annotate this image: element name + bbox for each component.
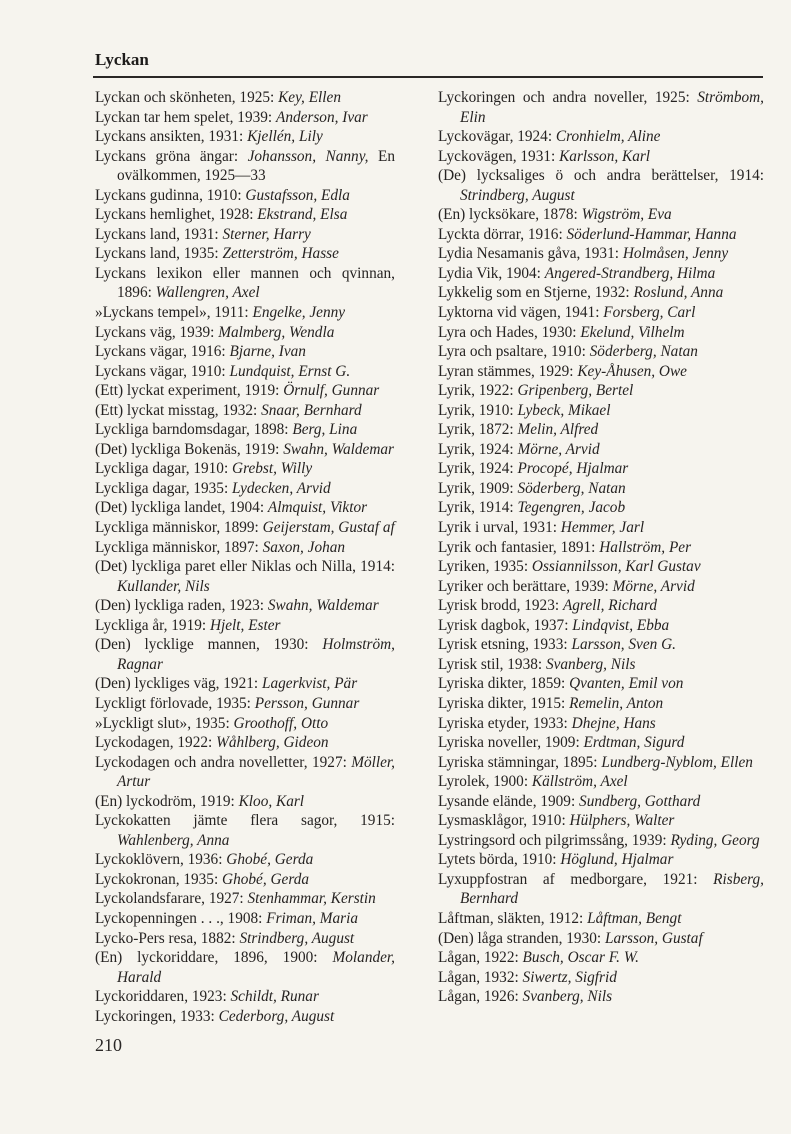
index-entry: [95, 108, 395, 128]
index-entry: [438, 440, 764, 460]
page-header-title: Lyckan: [95, 50, 149, 69]
index-entry: [438, 616, 764, 636]
entry-author: Berg, Lina: [292, 421, 358, 439]
entry-author: Larsson, Sven G.: [571, 636, 676, 654]
entry-title: (Det) lyckliga paret eller Niklas och Nilla, 1914:: [95, 558, 395, 576]
entry-title: »Lyckligt slut», 1935:: [95, 714, 230, 732]
entry-author: Hallström, Per: [599, 538, 692, 556]
entry-author: Sterner, Harry: [222, 225, 311, 243]
entry-title: (Den) lyckliga raden, 1923:: [95, 597, 265, 615]
index-entry: [95, 186, 395, 206]
entry-author: Tegengren, Jacob: [517, 499, 626, 517]
entry-title: Lågan, 1932:: [438, 968, 519, 986]
entry-title: Lydia Vik, 1904:: [438, 264, 541, 282]
entry-title: Lyckokronan, 1935:: [95, 870, 219, 888]
entry-author: Söderberg, Natan: [517, 479, 626, 497]
entry-author: Persson, Gunnar: [254, 694, 360, 712]
entry-author: Friman, Maria: [266, 909, 359, 927]
index-entry: [438, 577, 764, 597]
entry-title: Lyra och psaltare, 1910:: [438, 343, 586, 361]
entry-author: Key, Ellen: [278, 89, 341, 106]
entry-title: Lyckliga dagar, 1935:: [95, 479, 229, 497]
entry-author: Söderlund-Hammar, Hanna: [566, 225, 737, 243]
entry-author: Melin, Alfred: [517, 421, 599, 439]
entry-author: Swahn, Waldemar: [283, 440, 394, 458]
entry-title: Lyrolek, 1900:: [438, 773, 529, 791]
entry-title: Lågan, 1922:: [438, 949, 519, 967]
entry-title: Lyckoriddaren, 1923:: [95, 988, 227, 1006]
entry-author: Ekstrand, Elsa: [257, 206, 348, 224]
entry-author: Ghobé, Gerda: [222, 870, 309, 888]
entry-title: Lyrik, 1922:: [438, 382, 514, 400]
entry-title: (En) lyckodröm, 1919:: [95, 792, 235, 810]
entry-author: Mörne, Arvid: [612, 577, 695, 595]
entry-title: Lyrisk dagbok, 1937:: [438, 616, 569, 634]
entry-title: Lyrik, 1914:: [438, 499, 514, 517]
index-entry: [95, 870, 395, 890]
entry-title: Lyriska stämningar, 1895:: [438, 753, 598, 771]
entry-author: Svanberg, Nils: [545, 655, 636, 673]
entry-author: Anderson, Ivar: [275, 108, 368, 126]
entry-title: Lyckliga barndomsdagar, 1898:: [95, 421, 289, 439]
entry-author: Svanberg, Nils: [522, 988, 613, 1006]
index-entry: [95, 635, 395, 674]
index-entry: [95, 753, 395, 792]
index-entry: [438, 205, 764, 225]
entry-author: Busch, Oscar F. W.: [522, 949, 639, 967]
entry-author: Ekelund, Vilhelm: [580, 323, 685, 341]
index-entry: [438, 479, 764, 499]
entry-author: Möller, Artur: [117, 753, 395, 791]
entry-title: Lytets börda, 1910:: [438, 851, 557, 869]
entry-title: (Det) lyckliga Bokenäs, 1919:: [95, 440, 280, 458]
entry-author: Strindberg, August: [460, 186, 575, 204]
entry-title: Lyckopenningen . . ., 1908:: [95, 909, 263, 927]
header-rule: [93, 76, 763, 78]
index-entry: [95, 225, 395, 245]
index-entry: [438, 655, 764, 675]
entry-title: Lyckans lexikon eller mannen och qvinnan, 1896:: [95, 264, 395, 302]
entry-title: Lyckligt förlovade, 1935:: [95, 694, 251, 712]
entry-author: Wahlenberg, Anna: [117, 831, 230, 849]
entry-author: Forsberg, Carl: [603, 304, 696, 322]
index-entry: [438, 342, 764, 362]
entry-title: (Ett) lyckat experiment, 1919:: [95, 382, 280, 400]
index-entry: [95, 323, 395, 343]
entry-title: Lyckodagen, 1922:: [95, 734, 213, 752]
entry-author: Zetterström, Hasse: [222, 245, 339, 263]
entry-author: Angered-Strandberg, Hilma: [544, 264, 716, 282]
entry-title: Lyrik i urval, 1931:: [438, 519, 557, 537]
entry-title: Låftman, släkten, 1912:: [438, 909, 584, 927]
entry-author: Holmström, Ragnar: [117, 636, 395, 673]
entry-title: Lyra och Hades, 1930:: [438, 323, 577, 341]
page-number: 210: [95, 1035, 122, 1055]
index-entry: [95, 479, 395, 499]
index-entry: [438, 635, 764, 655]
entry-title: Lyrik, 1924:: [438, 440, 514, 458]
entry-author: Schildt, Runar: [230, 988, 319, 1006]
entry-subtitle: En ovälkommen, 1925—33: [117, 147, 395, 185]
entry-title: (De) lycksaliges ö och andra berättelser, 1914:: [438, 167, 764, 185]
index-entry: [95, 420, 395, 440]
entry-author: Erdtman, Sigurd: [583, 734, 685, 752]
entry-author: Grebst, Willy: [232, 460, 313, 478]
entry-author: Holmåsen, Jenny: [622, 245, 729, 263]
entry-author: Siwertz, Sigfrid: [522, 968, 617, 986]
entry-title: Lyriken, 1935:: [438, 558, 529, 576]
index-entry: [95, 733, 395, 753]
entry-author: Dhejne, Hans: [571, 714, 656, 732]
entry-author: Bjarne, Ivan: [229, 343, 306, 361]
index-entry: [95, 264, 395, 303]
entry-title: Lyckovägar, 1924:: [438, 128, 553, 146]
entry-title: (Den) lyckliges väg, 1921:: [95, 675, 259, 693]
index-entry: [95, 1007, 395, 1027]
entry-author: Procopé, Hjalmar: [517, 460, 629, 478]
index-entry: [95, 381, 395, 401]
index-entry: [438, 264, 764, 284]
index-entry: [438, 362, 764, 382]
entry-title: Lyckliga år, 1919:: [95, 616, 207, 634]
index-entry: [95, 362, 395, 382]
entry-title: Lyckans väg, 1939:: [95, 323, 215, 341]
entry-author: Johansson, Nanny,: [247, 147, 369, 165]
entry-author: Wallengren, Axel: [155, 284, 260, 302]
entry-title: Lyrisk stil, 1938:: [438, 655, 543, 673]
entry-author: Gripenberg, Bertel: [517, 382, 634, 400]
index-entry: [95, 674, 395, 694]
entry-author: Mörne, Arvid: [517, 440, 600, 458]
entry-author: Hülphers, Walter: [569, 812, 675, 830]
entry-author: Kloo, Karl: [238, 792, 305, 810]
index-entry: [438, 401, 764, 421]
index-entry: [95, 948, 395, 987]
entry-author: Lybeck, Mikael: [517, 401, 611, 419]
entry-author: Roslund, Anna: [633, 284, 724, 302]
entry-author: Malmberg, Wendla: [218, 323, 335, 341]
index-entry: [95, 694, 395, 714]
index-entry: [438, 753, 764, 773]
entry-author: Källström, Axel: [531, 773, 628, 791]
entry-title: Lyckoklövern, 1936:: [95, 851, 223, 869]
entry-author: Wåhlberg, Gideon: [216, 734, 329, 752]
index-entry: [95, 88, 395, 108]
entry-title: Lyrik och fantasier, 1891:: [438, 538, 596, 556]
entry-author: Ghobé, Gerda: [226, 851, 314, 869]
index-entry: [438, 244, 764, 264]
entry-author: Hjelt, Ester: [209, 616, 281, 634]
index-entry: [438, 694, 764, 714]
index-entry: [438, 127, 764, 147]
index-entry: [95, 303, 395, 323]
entry-title: (Den) låga stranden, 1930:: [438, 929, 602, 947]
index-entry: [438, 870, 764, 909]
entry-title: Lykkelig som en Stjerne, 1932:: [438, 284, 630, 302]
entry-title: Lyckliga människor, 1897:: [95, 538, 259, 556]
entry-author: Stenhammar, Kerstin: [247, 890, 376, 908]
index-entry: [95, 127, 395, 147]
entry-author: Sundberg, Gotthard: [579, 792, 701, 810]
entry-title: Lyckan och skönheten, 1925:: [95, 89, 275, 106]
index-entry: [438, 147, 764, 167]
entry-title: Lyckodagen och andra novelletter, 1927:: [95, 753, 347, 771]
entry-title: Lyrik, 1909:: [438, 479, 514, 497]
index-entry: [95, 987, 395, 1007]
entry-title: Lystringsord och pilgrimssång, 1939:: [438, 831, 667, 849]
entry-author: Remelin, Anton: [569, 694, 664, 712]
entry-title: Lyran stämmes, 1929:: [438, 362, 574, 380]
entry-author: Cronhielm, Aline: [555, 128, 661, 146]
entry-author: Hemmer, Jarl: [560, 519, 645, 537]
index-entry: [95, 616, 395, 636]
entry-author: Geijerstam, Gustaf af: [262, 519, 395, 537]
index-entry: [438, 538, 764, 558]
index-entry: [438, 968, 764, 988]
entry-title: Lyrik, 1910:: [438, 401, 514, 419]
entry-title: (En) lyckoriddare, 1896, 1900:: [95, 949, 318, 967]
index-entry: [438, 420, 764, 440]
index-entry: [438, 225, 764, 245]
entry-author: Gustafsson, Edla: [245, 186, 350, 204]
entry-title: Lyrisk brodd, 1923:: [438, 597, 560, 615]
index-entry: [95, 909, 395, 929]
index-entry: [95, 205, 395, 225]
entry-author: Lundberg-Nyblom, Ellen: [601, 753, 753, 771]
entry-title: Lyriska dikter, 1915:: [438, 694, 566, 712]
index-entry: [438, 714, 764, 734]
entry-author: Örnulf, Gunnar: [283, 382, 380, 400]
index-entry: [95, 596, 395, 616]
entry-author: Larsson, Gustaf: [604, 929, 703, 947]
index-entry: [438, 831, 764, 851]
index-entry: [438, 498, 764, 518]
index-entry: [438, 166, 764, 205]
entry-author: Höglund, Hjalmar: [560, 851, 674, 869]
index-entry: [95, 850, 395, 870]
entry-title: (Den) lycklige mannen, 1930:: [95, 636, 309, 654]
index-entry: [95, 538, 395, 558]
index-entry: [438, 88, 764, 127]
index-entry: [438, 811, 764, 831]
index-entry: [438, 948, 764, 968]
entry-title: Lyckliga dagar, 1910:: [95, 460, 229, 478]
entry-title: Lyckokatten jämte flera sagor, 1915:: [95, 812, 395, 830]
index-entry: [95, 557, 395, 596]
index-entry: [95, 518, 395, 538]
index-entry: [438, 792, 764, 812]
entry-title: (Det) lyckliga landet, 1904:: [95, 499, 265, 517]
entry-title: (En) lycksökare, 1878:: [438, 206, 578, 224]
index-entry: [95, 889, 395, 909]
index-entry: [438, 850, 764, 870]
entry-author: Kullander, Nils: [117, 577, 210, 595]
entry-title: Lyckta dörrar, 1916:: [438, 225, 563, 243]
entry-title: Lycko-Pers resa, 1882:: [95, 929, 236, 947]
entry-author: Wigström, Eva: [581, 206, 672, 224]
entry-title: Lyrik, 1872:: [438, 421, 514, 439]
index-entry: [438, 674, 764, 694]
entry-author: Strömbom, Elin: [460, 89, 764, 126]
entry-title: (Ett) lyckat misstag, 1932:: [95, 401, 258, 419]
entry-author: Molander, Harald: [117, 949, 395, 986]
index-entry: [95, 792, 395, 812]
entry-author: Karlsson, Karl: [559, 147, 651, 165]
entry-title: Lyckans vägar, 1910:: [95, 362, 226, 380]
entry-title: Lyriska etyder, 1933:: [438, 714, 568, 732]
index-entry: [438, 518, 764, 538]
entry-title: Lågan, 1926:: [438, 988, 519, 1006]
entry-title: Lyckans land, 1935:: [95, 245, 219, 263]
index-entry: [95, 498, 395, 518]
index-entry: [95, 440, 395, 460]
entry-title: »Lyckans tempel», 1911:: [95, 304, 249, 322]
index-entry: [95, 459, 395, 479]
entry-author: Lundquist, Ernst G.: [229, 362, 351, 380]
entry-title: Lyckliga människor, 1899:: [95, 519, 259, 537]
entry-author: Ryding, Georg: [670, 831, 760, 849]
entry-author: Engelke, Jenny: [252, 304, 346, 322]
index-entry: [438, 323, 764, 343]
entry-title: Lyckoringen och andra noveller, 1925:: [438, 89, 690, 106]
right-column: [438, 88, 764, 1007]
entry-title: Lyriska dikter, 1859:: [438, 675, 566, 693]
index-entry: [438, 772, 764, 792]
entry-author: Saxon, Johan: [262, 538, 346, 556]
index-entry: [95, 811, 395, 850]
entry-author: Risberg, Bernhard: [460, 870, 764, 908]
entry-author: Lagerkvist, Pär: [261, 675, 358, 693]
index-entry: [95, 342, 395, 362]
index-entry: [438, 557, 764, 577]
entry-title: Lyckans land, 1931:: [95, 225, 219, 243]
index-entry: [95, 244, 395, 264]
index-entry: [438, 596, 764, 616]
index-entry: [95, 401, 395, 421]
index-entry: [95, 147, 395, 186]
entry-title: Lydia Nesamanis gåva, 1931:: [438, 245, 619, 263]
entry-author: Swahn, Waldemar: [267, 597, 379, 615]
left-column: [95, 88, 395, 1026]
index-entry: [438, 929, 764, 949]
entry-author: Qvanten, Emil von: [569, 675, 684, 693]
entry-author: Snaar, Bernhard: [261, 401, 362, 419]
index-entry: [438, 987, 764, 1007]
entry-title: Lyriska noveller, 1909:: [438, 734, 580, 752]
entry-author: Cederborg, August: [218, 1007, 335, 1025]
entry-title: Lyrik, 1924:: [438, 460, 514, 478]
entry-title: Lysmasklågor, 1910:: [438, 812, 566, 830]
entry-author: Almquist, Viktor: [267, 499, 368, 517]
index-entry: [438, 459, 764, 479]
entry-title: Lyxuppfostran af medborgare, 1921:: [438, 870, 698, 888]
entry-author: Ossiannilsson, Karl Gustav: [531, 558, 701, 576]
entry-title: Lyckans gudinna, 1910:: [95, 186, 242, 204]
entry-title: Lyckans ansikten, 1931:: [95, 128, 244, 146]
index-entry: [95, 929, 395, 949]
entry-author: Söderberg, Natan: [589, 343, 698, 361]
entry-author: Strindberg, August: [239, 929, 355, 947]
entry-title: Lyckans gröna ängar:: [95, 147, 239, 165]
entry-title: Lyrisk etsning, 1933:: [438, 636, 568, 654]
entry-author: Groothoff, Otto: [233, 714, 329, 732]
entry-title: Lyktorna vid vägen, 1941:: [438, 304, 600, 322]
index-entry: [95, 714, 395, 734]
index-entry: [438, 381, 764, 401]
entry-title: Lyckoringen, 1933:: [95, 1007, 215, 1025]
entry-author: Key-Åhusen, Owe: [577, 362, 687, 380]
entry-title: Lyckans vägar, 1916:: [95, 343, 226, 361]
entry-title: Lyriker och berättare, 1939:: [438, 577, 609, 595]
entry-author: Kjellén, Lily: [247, 128, 323, 146]
entry-author: Lindqvist, Ebba: [572, 616, 670, 634]
index-entry: [438, 733, 764, 753]
entry-title: Lyckans hemlighet, 1928:: [95, 206, 254, 224]
entry-author: Agrell, Richard: [562, 597, 657, 615]
entry-title: Lysande elände, 1909:: [438, 792, 576, 810]
entry-author: Låftman, Bengt: [587, 909, 682, 927]
entry-title: Lyckolandsfarare, 1927:: [95, 890, 244, 908]
index-entry: [438, 303, 764, 323]
entry-author: Lydecken, Arvid: [232, 479, 331, 497]
entry-title: Lyckovägen, 1931:: [438, 147, 556, 165]
entry-title: Lyckan tar hem spelet, 1939:: [95, 108, 273, 126]
index-entry: [438, 909, 764, 929]
index-entry: [438, 283, 764, 303]
